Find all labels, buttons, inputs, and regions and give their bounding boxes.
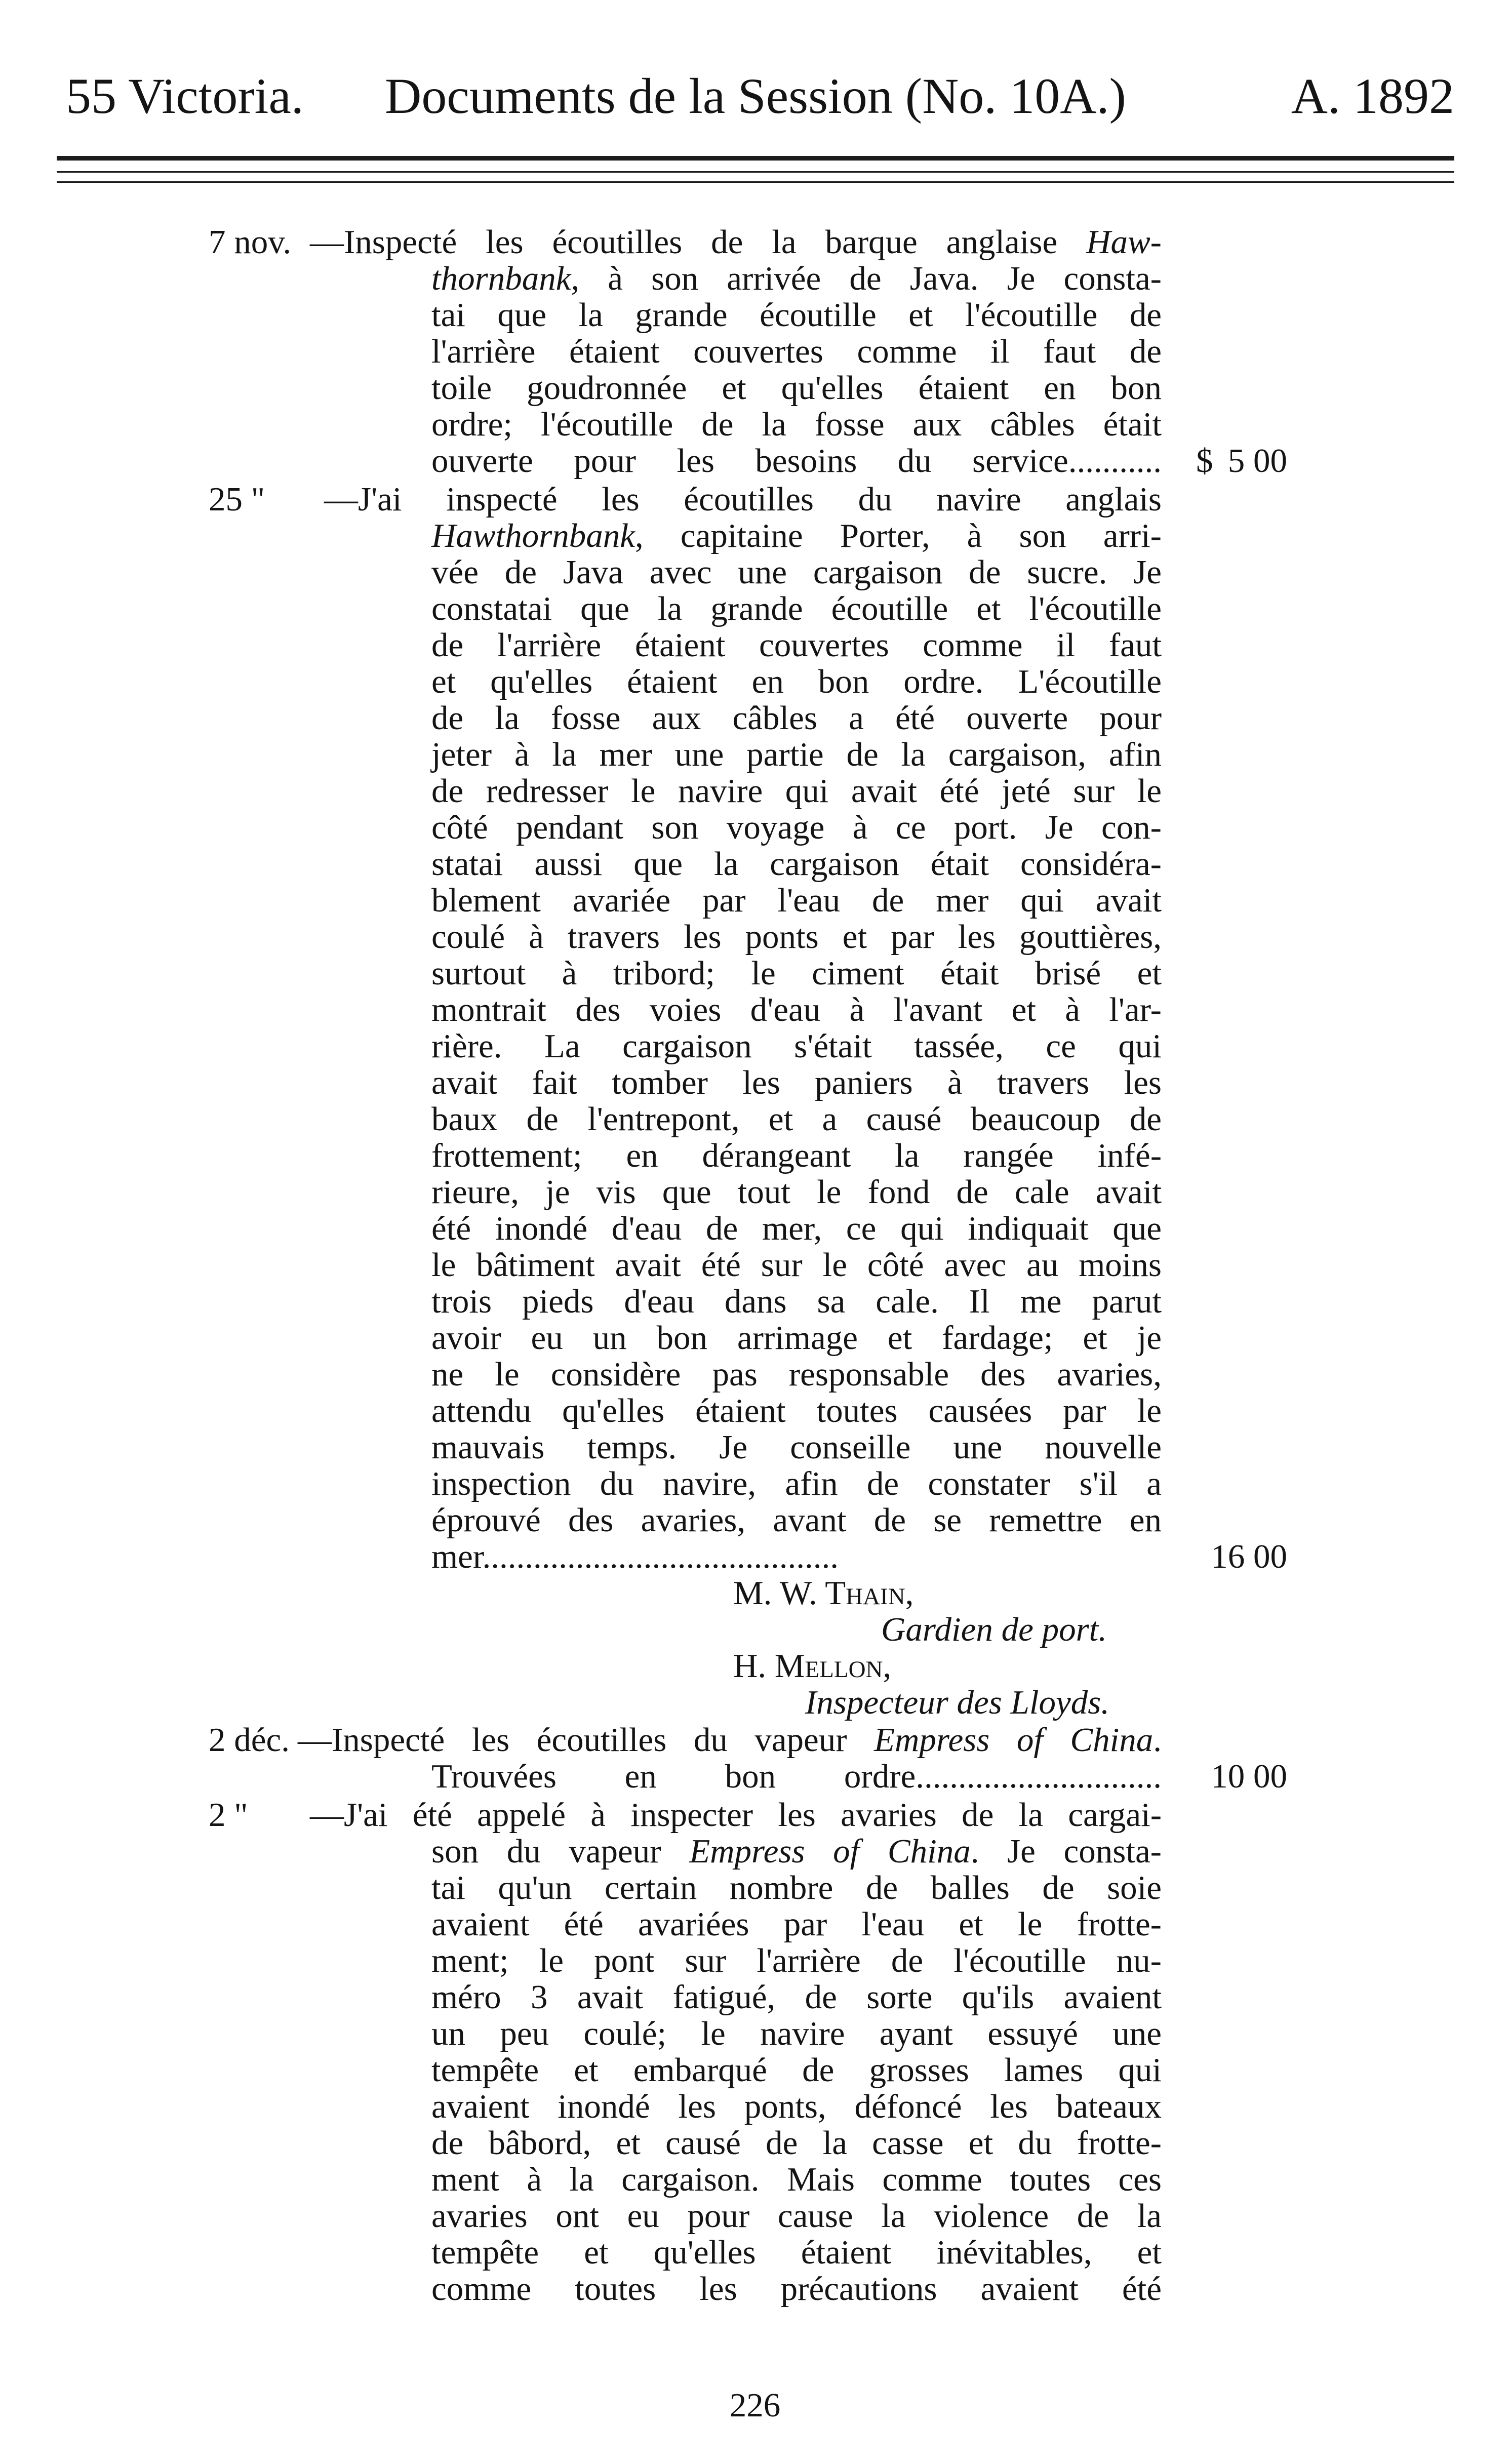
entry-line: ordre; l'écoutille de la fosse aux câbles était bbox=[431, 406, 1162, 443]
entry-line: avaient inondé les ponts, défoncé les bateaux bbox=[431, 2088, 1162, 2125]
entry-amount: 16 00 bbox=[1211, 1538, 1287, 1575]
entry-line: ne le considère pas responsable des avaries, bbox=[431, 1356, 1162, 1393]
entry-line: statai aussi que la cargaison était considéra- bbox=[431, 845, 1162, 883]
entry-date: 7 nov. bbox=[209, 223, 292, 261]
entry-line: avaries ont eu pour cause la violence de la bbox=[431, 2197, 1162, 2235]
page-number: 226 bbox=[729, 2387, 781, 2424]
signature-name: M. W. Thain, bbox=[733, 1574, 914, 1612]
entry-line: et qu'elles étaient en bon ordre. L'écoutille bbox=[431, 663, 1162, 700]
signature-title: Gardien de port. bbox=[881, 1611, 1107, 1648]
entry-line: été inondé d'eau de mer, ce qui indiquait que bbox=[431, 1210, 1162, 1247]
entry-line: baux de l'entrepont, et a causé beaucoup de bbox=[431, 1100, 1162, 1138]
entry-date: 2 déc. bbox=[209, 1721, 290, 1759]
amount-dollar-sign: $ bbox=[1196, 442, 1213, 480]
entry-line: avaient été avariées par l'eau et le frotte- bbox=[431, 1905, 1162, 1943]
header-rule-thin-2 bbox=[57, 181, 1454, 183]
header-left: 55 Victoria. bbox=[66, 68, 304, 124]
entry-line: éprouvé des avaries, avant de se remettre en bbox=[431, 1501, 1162, 1539]
entry-date: 2 " bbox=[209, 1796, 248, 1834]
entry-line: comme toutes les précautions avaient été bbox=[431, 2270, 1162, 2308]
entry-line: ment; le pont sur l'arrière de l'écoutille nu- bbox=[431, 1942, 1162, 1979]
entry-line: blement avariée par l'eau de mer qui avait bbox=[431, 882, 1162, 919]
entry-line: constatai que la grande écoutille et l'écoutille bbox=[431, 590, 1162, 627]
entry-line: —J'ai été appelé à inspecter les avaries de la cargai- bbox=[310, 1796, 1162, 1834]
entry-line: rieure, je vis que tout le fond de cale avait bbox=[431, 1173, 1162, 1211]
entry-line: ouverte pour les besoins du service........... bbox=[431, 442, 1162, 480]
entry-line: —Inspecté les écoutilles du vapeur Empress of China. bbox=[298, 1721, 1162, 1759]
entry-line: de bâbord, et causé de la casse et du frotte- bbox=[431, 2124, 1162, 2162]
entry-line: —J'ai inspecté les écoutilles du navire anglais bbox=[324, 481, 1162, 518]
entry-line: mauvais temps. Je conseille une nouvelle bbox=[431, 1428, 1162, 1466]
header-rule-thick bbox=[57, 156, 1454, 161]
entry-line: tai que la grande écoutille et l'écoutille de bbox=[431, 296, 1162, 334]
entry-line: Trouvées en bon ordre............................. bbox=[431, 1758, 1162, 1795]
entry-line: côté pendant son voyage à ce port. Je con- bbox=[431, 809, 1162, 846]
entry-line: montrait des voies d'eau à l'avant et à l'ar- bbox=[431, 991, 1162, 1028]
entry-line: frottement; en dérangeant la rangée infé- bbox=[431, 1137, 1162, 1174]
entry-line: avoir eu un bon arrimage et fardage; et je bbox=[431, 1319, 1162, 1357]
header-right: A. 1892 bbox=[1291, 68, 1454, 124]
entry-line: Hawthornbank, capitaine Porter, à son arri- bbox=[431, 517, 1162, 554]
entry-line: l'arrière étaient couvertes comme il faut de bbox=[431, 333, 1162, 370]
entry-line: son du vapeur Empress of China. Je consta- bbox=[431, 1833, 1162, 1870]
entry-line: tai qu'un certain nombre de balles de soie bbox=[431, 1869, 1162, 1906]
entry-line: de la fosse aux câbles a été ouverte pour bbox=[431, 699, 1162, 737]
entry-line: attendu qu'elles étaient toutes causées par le bbox=[431, 1392, 1162, 1429]
entry-line: —Inspecté les écoutilles de la barque anglaise Haw- bbox=[310, 223, 1162, 261]
entry-line: ment à la cargaison. Mais comme toutes ces bbox=[431, 2161, 1162, 2198]
entry-line: de l'arrière étaient couvertes comme il faut bbox=[431, 626, 1162, 664]
entry-amount: 10 00 bbox=[1211, 1758, 1287, 1795]
entry-line: un peu coulé; le navire ayant essuyé une bbox=[431, 2015, 1162, 2052]
entry-date: 25 " bbox=[209, 481, 265, 518]
signature-title: Inspecteur des Lloyds. bbox=[805, 1684, 1110, 1721]
entry-line: trois pieds d'eau dans sa cale. Il me parut bbox=[431, 1283, 1162, 1320]
entry-line: tempête et embarqué de grosses lames qui bbox=[431, 2051, 1162, 2089]
entry-line: vée de Java avec une cargaison de sucre. Je bbox=[431, 553, 1162, 591]
entry-line: mer.......................................... bbox=[431, 1538, 839, 1575]
entry-line: tempête et qu'elles étaient inévitables, et bbox=[431, 2234, 1162, 2271]
entry-line: rière. La cargaison s'était tassée, ce qui bbox=[431, 1027, 1162, 1065]
signature-name: H. Mellon, bbox=[733, 1647, 892, 1685]
entry-line: jeter à la mer une partie de la cargaison, afin bbox=[431, 736, 1162, 773]
entry-amount: 5 00 bbox=[1227, 442, 1287, 480]
entry-line: toile goudronnée et qu'elles étaient en bon bbox=[431, 369, 1162, 407]
entry-line: inspection du navire, afin de constater s'il a bbox=[431, 1465, 1162, 1502]
entry-line: thornbank, à son arrivée de Java. Je consta- bbox=[431, 260, 1162, 297]
entry-line: le bâtiment avait été sur le côté avec au moins bbox=[431, 1246, 1162, 1284]
page-header bbox=[57, 48, 1454, 124]
entry-line: coulé à travers les ponts et par les gouttières, bbox=[431, 918, 1162, 956]
header-title: Documents de la Session (No. 10A.) bbox=[385, 68, 1126, 124]
entry-line: surtout à tribord; le ciment était brisé et bbox=[431, 955, 1162, 992]
entry-line: méro 3 avait fatigué, de sorte qu'ils avaient bbox=[431, 1978, 1162, 2016]
header-rule-thin bbox=[57, 171, 1454, 173]
entry-line: avait fait tomber les paniers à travers les bbox=[431, 1064, 1162, 1101]
entry-line: de redresser le navire qui avait été jeté sur le bbox=[431, 772, 1162, 810]
